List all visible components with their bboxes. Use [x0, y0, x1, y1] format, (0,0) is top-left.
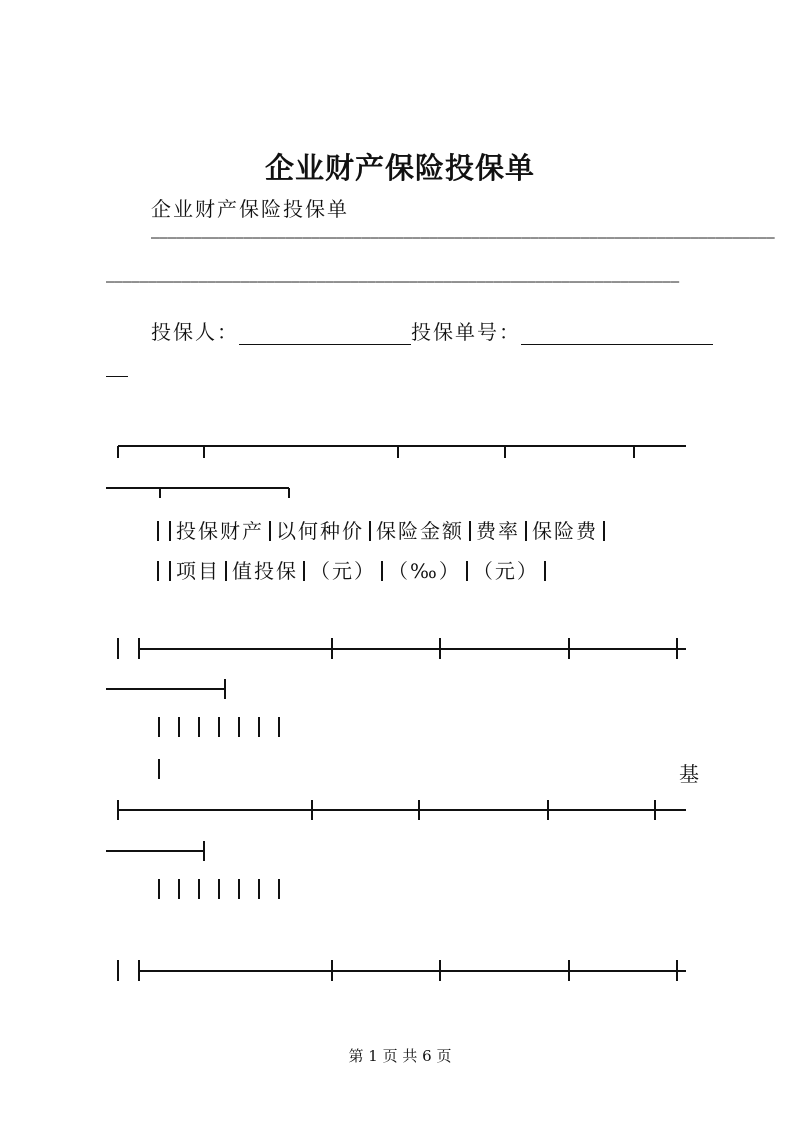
header-cell: 保险费	[532, 519, 598, 543]
header-cell: （元）	[310, 559, 376, 583]
table-header-row-2	[152, 555, 551, 584]
table-border	[258, 879, 270, 899]
header-cell: 值投保	[232, 559, 298, 583]
table-empty-row	[158, 879, 298, 900]
table-header-row-1	[152, 515, 610, 544]
table-border	[178, 879, 190, 899]
header-cell: （‰）	[388, 559, 461, 583]
table-border	[278, 879, 290, 899]
table-border	[169, 521, 171, 541]
table-border	[466, 561, 468, 581]
table-border	[381, 561, 383, 581]
table-border	[198, 879, 210, 899]
document-title: 企业财产保险投保单	[264, 151, 535, 185]
table-border	[198, 717, 210, 737]
table-border	[158, 759, 170, 779]
document-subtitle: 企业财产保险投保单	[151, 197, 349, 221]
table-border	[178, 717, 190, 737]
table-border	[269, 521, 271, 541]
table-border	[158, 879, 170, 899]
header-cell: （元）	[472, 559, 539, 583]
table-border	[158, 717, 170, 737]
page-footer: 第 1 页 共 6 页	[348, 1047, 452, 1065]
dashed-separator-continued: ————————————————————————————————————————————————————————————————————	[106, 274, 680, 290]
header-cell: 费率	[476, 519, 520, 543]
table-border	[238, 717, 250, 737]
table-border	[225, 561, 227, 581]
dashed-separator: ——————————————————————————————————————————————————————————————————————————	[151, 230, 775, 246]
header-cell: 保险金额	[376, 519, 464, 543]
table-border	[525, 521, 527, 541]
overflow-char: 基	[679, 762, 699, 786]
table-border	[169, 561, 171, 581]
policy-number-label: 投保单号：	[411, 320, 521, 344]
table-border	[303, 561, 305, 581]
table-border	[258, 717, 270, 737]
table-border	[218, 717, 230, 737]
header-cell: 投保财产	[176, 519, 264, 543]
table-border	[278, 717, 290, 737]
table-empty-row	[158, 717, 298, 738]
header-cell: 以何种价	[276, 519, 364, 543]
table-border	[157, 561, 159, 581]
table-border	[469, 521, 471, 541]
header-cell: 项目	[176, 559, 220, 583]
table-border	[157, 521, 159, 541]
table-border	[238, 879, 250, 899]
table-border	[603, 521, 605, 541]
table-border	[218, 879, 230, 899]
table-empty-row-end	[158, 759, 178, 780]
table-border	[369, 521, 371, 541]
table-border	[544, 561, 546, 581]
applicant-label: 投保人：	[151, 320, 239, 344]
